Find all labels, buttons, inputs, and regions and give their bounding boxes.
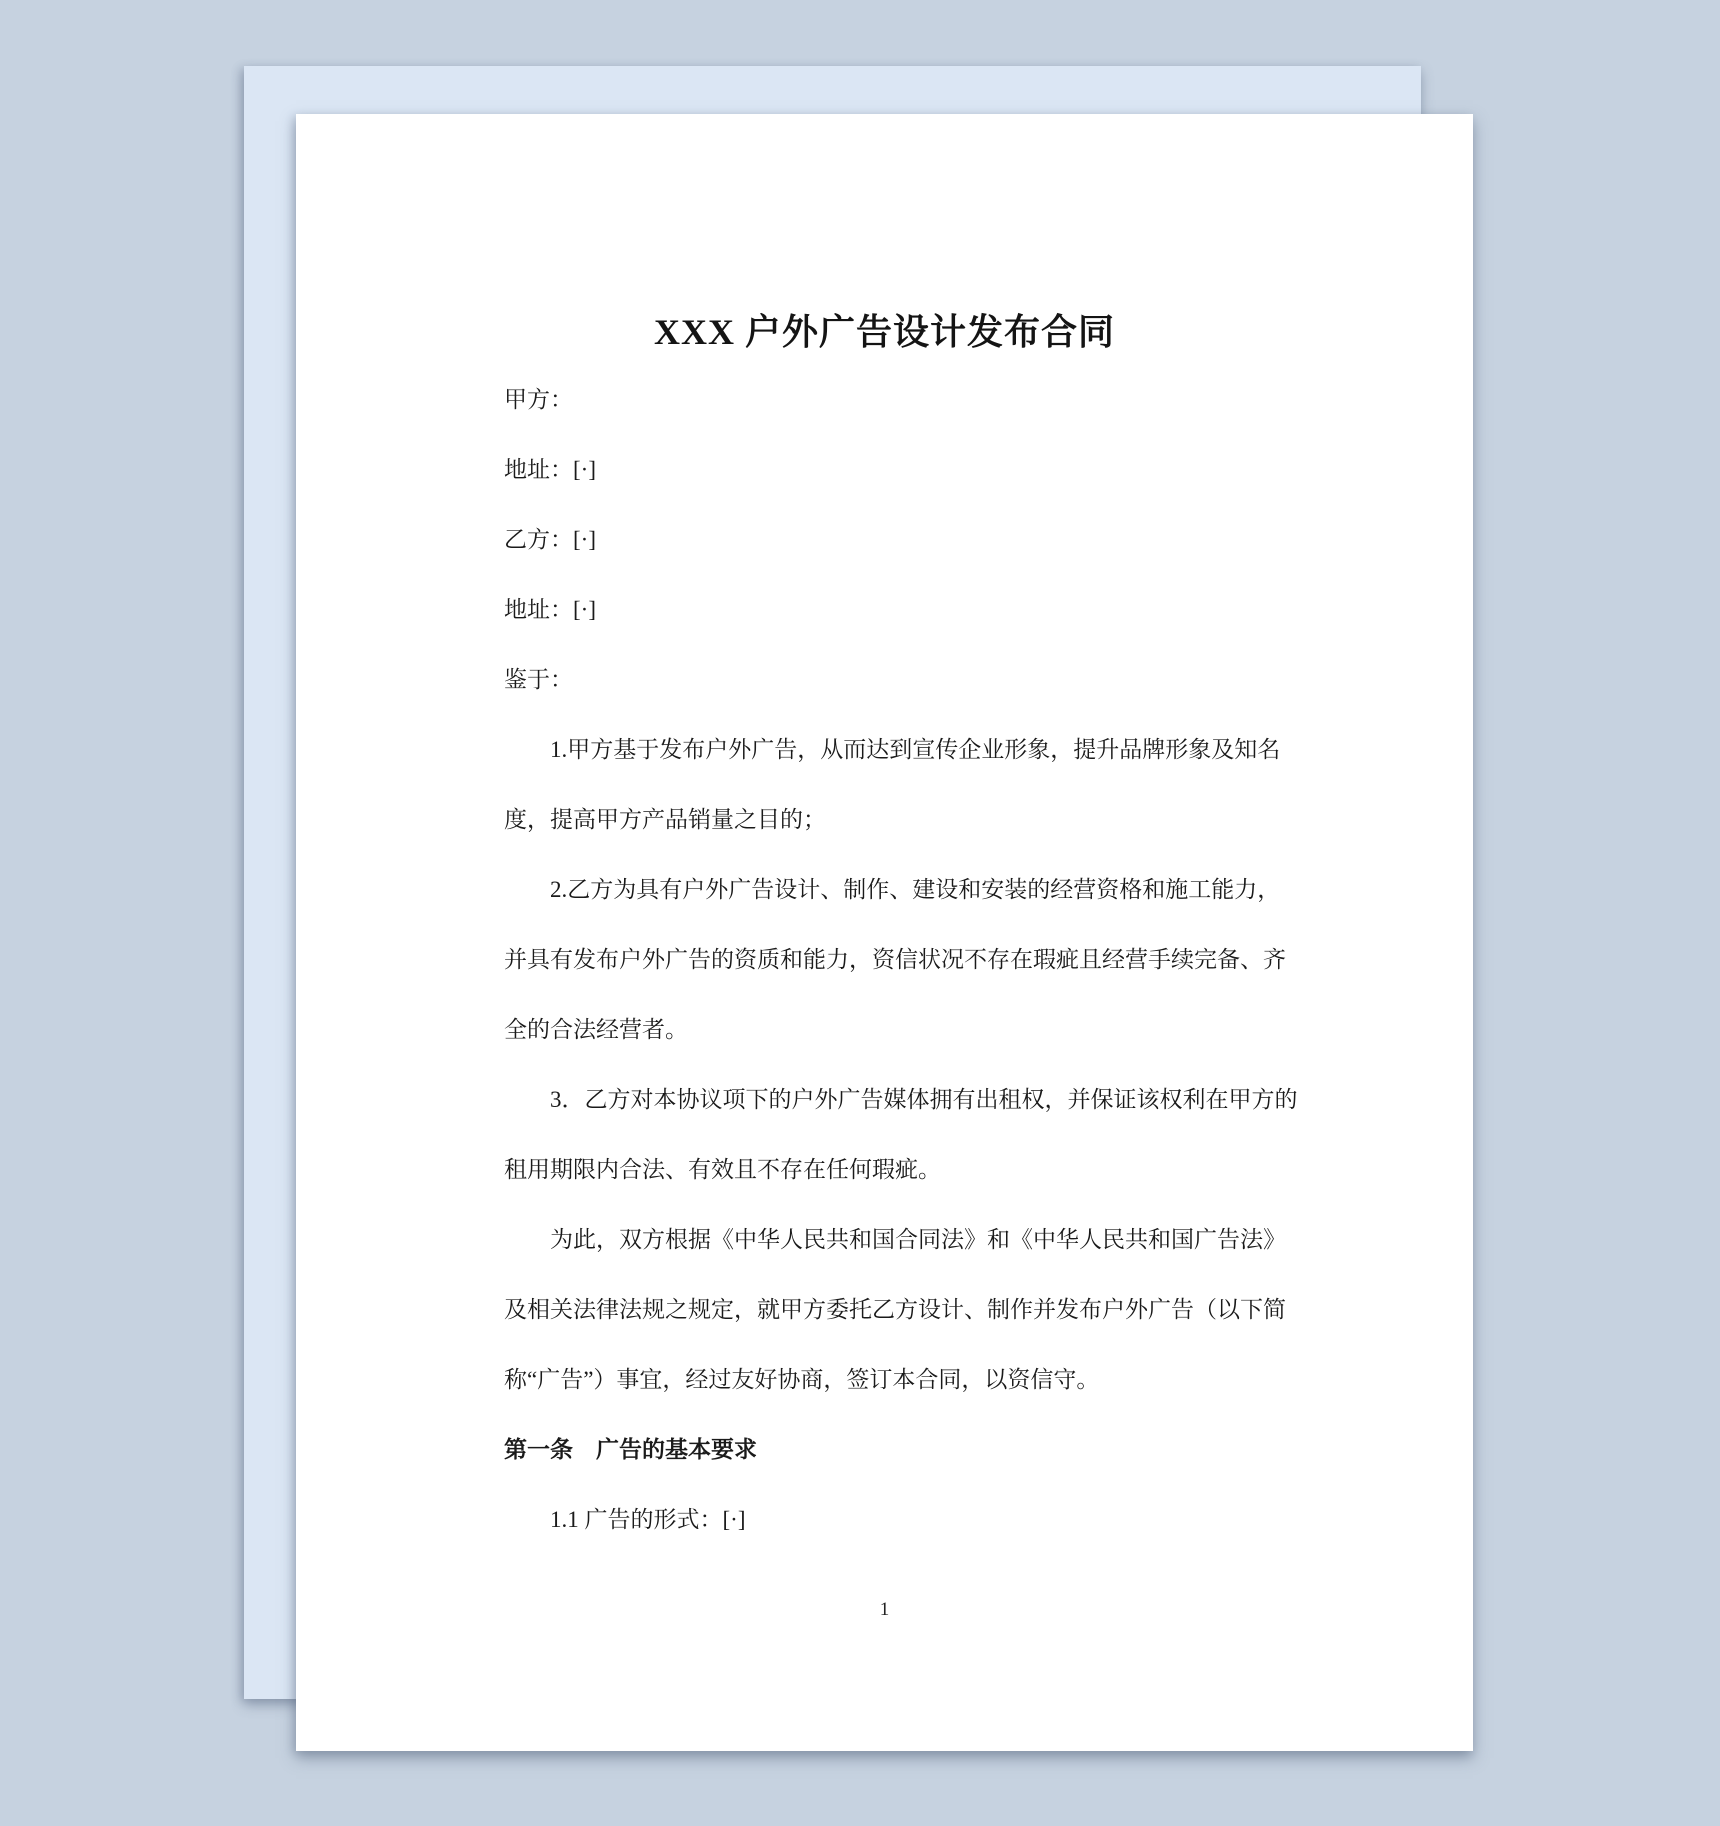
recital-1-line-1: 1.甲方基于发布户外广告，从而达到宣传企业形象，提升品牌形象及知名 (550, 737, 1281, 762)
contract-page (296, 114, 1473, 1751)
party-b-address: 地址：[·] (504, 597, 596, 622)
contract-title: XXX 户外广告设计发布合同 (654, 312, 1115, 352)
preamble-line-2: 及相关法律法规之规定，就甲方委托乙方设计、制作并发布户外广告（以下简 (504, 1297, 1286, 1322)
recital-2-line-1: 2.乙方为具有户外广告设计、制作、建设和安装的经营资格和施工能力， (550, 877, 1281, 902)
party-b-label: 乙方：[·] (504, 527, 596, 552)
preamble-line-1: 为此，双方根据《中华人民共和国合同法》和《中华人民共和国广告法》 (550, 1227, 1286, 1252)
recital-2-line-3: 全的合法经营者。 (504, 1017, 688, 1042)
clause-1-1: 1.1 广告的形式：[·] (550, 1507, 746, 1532)
recital-1-line-2: 度，提高甲方产品销量之目的； (504, 807, 826, 832)
party-a-label: 甲方： (504, 387, 573, 412)
article-1-heading: 第一条 广告的基本要求 (504, 1437, 757, 1462)
recital-2-line-2: 并具有发布户外广告的资质和能力，资信状况不存在瑕疵且经营手续完备、齐 (504, 947, 1286, 972)
party-a-address: 地址：[·] (504, 457, 596, 482)
recital-3-line-2: 租用期限内合法、有效且不存在任何瑕疵。 (504, 1157, 941, 1182)
whereas-label: 鉴于： (504, 667, 573, 692)
recital-3-line-1: 3．乙方对本协议项下的户外广告媒体拥有出租权，并保证该权利在甲方的 (550, 1087, 1298, 1112)
preamble-line-3: 称“广告”）事宜，经过友好协商，签订本合同，以资信守。 (504, 1367, 1100, 1392)
page-number: 1 (879, 1599, 890, 1620)
